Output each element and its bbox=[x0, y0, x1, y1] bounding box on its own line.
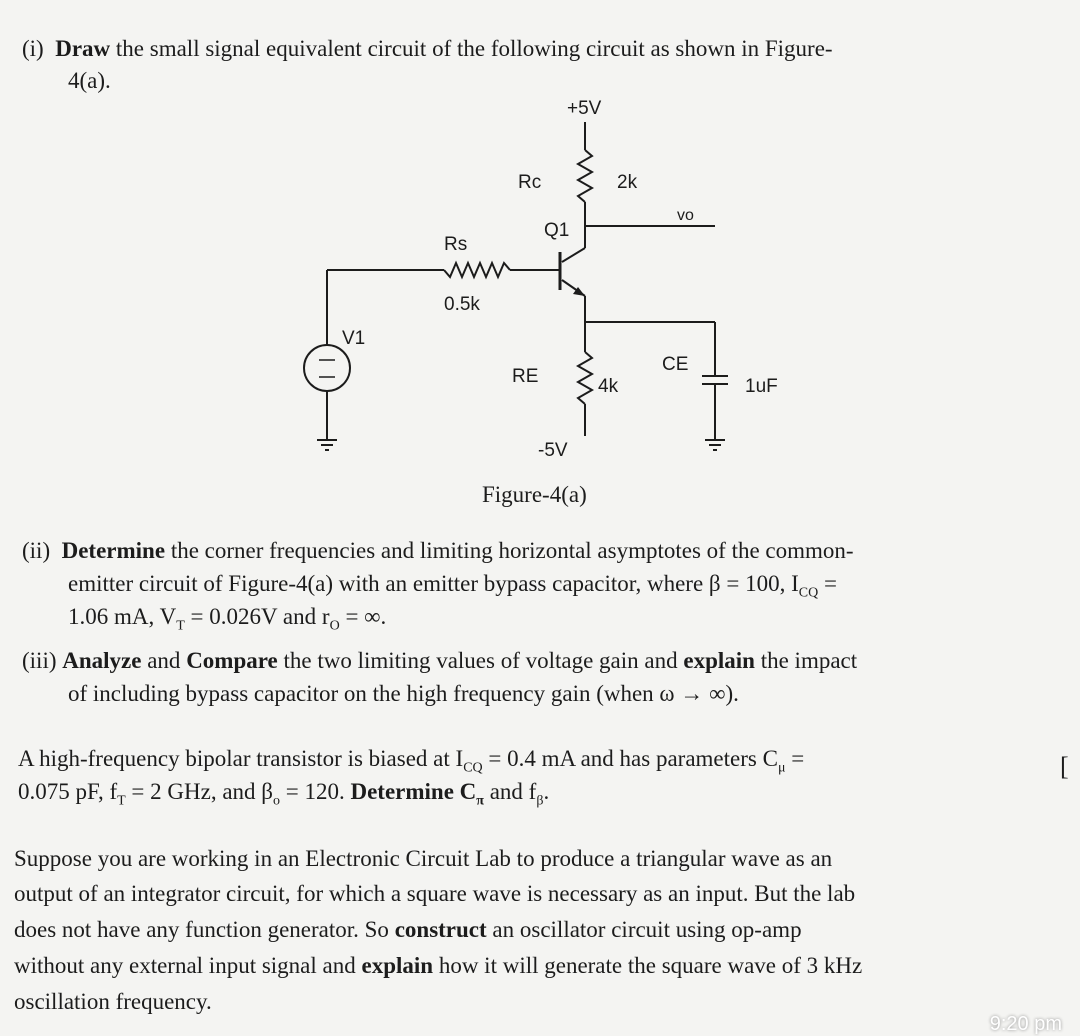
rc-name-label: Rc bbox=[518, 172, 542, 193]
rs-value-label: 0.5k bbox=[444, 294, 480, 315]
question-hf-text2a: 0.075 pF, f bbox=[18, 779, 118, 804]
question-osc-text4b: how it will generate the square wave of 3 kHz bbox=[433, 953, 863, 978]
question-hf-line2 bbox=[18, 775, 549, 818]
beta-o-subscript: o bbox=[272, 793, 280, 809]
vt-subscript: T bbox=[176, 618, 185, 634]
question-ii-verb: Determine bbox=[61, 538, 166, 563]
question-hf-text2b: = 2 GHz, and β bbox=[125, 779, 273, 804]
ft-subscript: T bbox=[117, 793, 126, 809]
question-osc-line2: output of an integrator circuit, for which a square wave is necessary as an input. But the lab bbox=[14, 881, 856, 906]
question-hf-text2e: . bbox=[543, 779, 550, 804]
re-resistor bbox=[578, 352, 592, 404]
question-hf-text1c: = bbox=[785, 746, 805, 771]
question-hf-text2d: and f bbox=[483, 779, 537, 804]
question-hf-text2c: = 120. bbox=[279, 779, 351, 804]
question-osc-verb2: explain bbox=[361, 953, 434, 978]
rs-name-label: Rs bbox=[444, 234, 468, 255]
question-ii-line1 bbox=[22, 534, 854, 567]
icq-subscript: CQ bbox=[798, 585, 819, 601]
rc-resistor bbox=[578, 150, 592, 202]
ce-value-label: 1uF bbox=[745, 376, 778, 397]
vee-label: -5V bbox=[538, 440, 568, 461]
re-name-label: RE bbox=[512, 366, 539, 387]
question-ii-text2-end: = bbox=[818, 571, 837, 596]
q1-label: Q1 bbox=[544, 220, 570, 241]
question-osc-verb1: construct bbox=[394, 917, 487, 942]
question-i-line2: 4(a). bbox=[68, 68, 111, 93]
question-hf-text1b: = 0.4 mA and has parameters C bbox=[482, 746, 778, 771]
question-osc-line4 bbox=[14, 949, 862, 982]
question-ii-text3-mid: = 0.026V and r bbox=[184, 604, 330, 629]
question-osc-text3a: does not have any function generator. So bbox=[14, 917, 395, 942]
vcc-label: +5V bbox=[567, 98, 602, 119]
edge-bracket: [ bbox=[1060, 752, 1069, 781]
question-iii-mid2: the two limiting values of voltage gain and bbox=[277, 648, 684, 673]
question-osc-text3b: an oscillator circuit using op-amp bbox=[486, 917, 802, 942]
question-i-text1: the small signal equivalent circuit of the following circuit as shown in Figure- bbox=[110, 36, 833, 61]
collector-diag bbox=[562, 248, 585, 262]
cpi-subscript: π bbox=[476, 793, 484, 809]
question-hf-verb: Determine C bbox=[350, 779, 477, 804]
question-ii-text3: 1.06 mA, V bbox=[68, 604, 177, 629]
question-ii-text3-end: = ∞. bbox=[339, 604, 387, 629]
question-iii-verb2: Compare bbox=[186, 648, 278, 673]
vo-label: vo bbox=[677, 207, 694, 224]
question-i-verb: Draw bbox=[55, 36, 111, 61]
cmu-subscript: μ bbox=[777, 760, 786, 776]
fbeta-subscript: β bbox=[536, 793, 544, 809]
question-osc-line1: Suppose you are working in an Electronic Circuit Lab to produce a triangular wave as an bbox=[14, 846, 833, 871]
ro-subscript: O bbox=[329, 618, 340, 634]
question-hf-text1a: A high-frequency bipolar transistor is biased at I bbox=[18, 746, 464, 771]
question-ii-text1: the corner frequencies and limiting horizontal asymptotes of the common- bbox=[165, 538, 854, 563]
figure-caption: Figure-4(a) bbox=[482, 482, 587, 507]
question-osc-line5: oscillation frequency. bbox=[14, 989, 212, 1014]
icq2-subscript: CQ bbox=[463, 760, 483, 776]
question-ii-text2: emitter circuit of Figure-4(a) with an emitter bypass capacitor, where β = 100, I bbox=[68, 571, 799, 596]
rc-value-label: 2k bbox=[617, 172, 638, 193]
question-osc-line3 bbox=[14, 913, 802, 946]
question-i-number: (i) bbox=[22, 36, 44, 61]
question-iii-verb1: Analyze bbox=[62, 648, 142, 673]
question-iii-end1: the impact bbox=[754, 648, 858, 673]
question-ii-line3 bbox=[68, 600, 386, 643]
question-ii-number: (ii) bbox=[22, 538, 51, 563]
re-value-label: 4k bbox=[598, 376, 619, 397]
question-iii-number: (iii) bbox=[22, 648, 57, 673]
clock-overlay: 9:20 pm bbox=[989, 1013, 1062, 1035]
rs-resistor bbox=[444, 263, 510, 277]
ce-name-label: CE bbox=[662, 354, 689, 375]
question-osc-text4a: without any external input signal and bbox=[14, 953, 362, 978]
v1-source bbox=[304, 345, 350, 391]
question-iii-line1 bbox=[22, 644, 857, 677]
question-iii-verb3: explain bbox=[683, 648, 755, 673]
question-iii-line2: of including bypass capacitor on the high frequency gain (when ω → ∞). bbox=[68, 681, 739, 706]
question-iii-mid1: and bbox=[141, 648, 187, 673]
v1-label: V1 bbox=[342, 328, 366, 349]
